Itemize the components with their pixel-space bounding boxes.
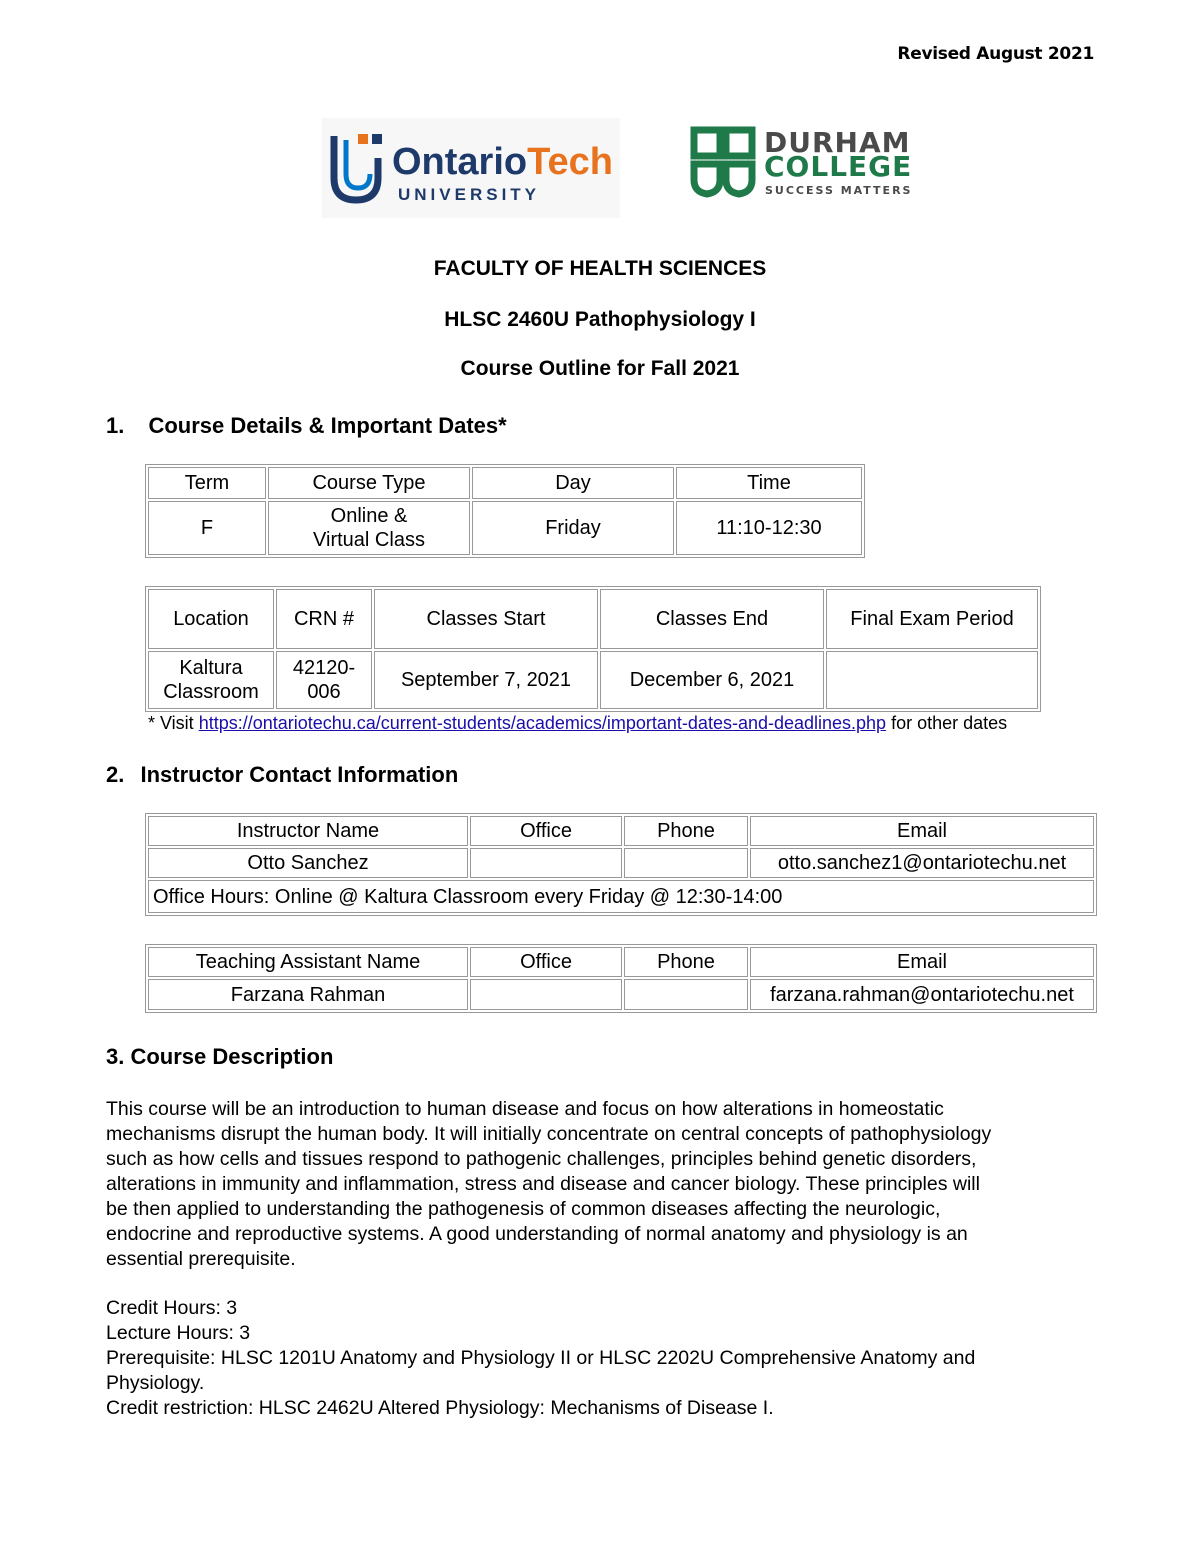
header-location: Location: [148, 589, 274, 649]
ontario-sub: UNIVERSITY: [398, 185, 541, 204]
ta-row: [148, 979, 1094, 1010]
cell-instructor-office: [470, 848, 622, 878]
description-line: This course will be an introduction to human disease and focus on how alterations in homeostatic: [106, 1098, 944, 1120]
section1-heading: [106, 413, 507, 439]
course-description: [106, 1097, 1106, 1272]
section1-number: 1.: [106, 413, 125, 438]
cell-instructor-phone: [624, 848, 748, 878]
prerequisite-line: Prerequisite: HLSC 1201U Anatomy and Physiology II or HLSC 2202U Comprehensive Anatomy and: [106, 1347, 976, 1369]
credit-hours: Credit Hours: 3: [106, 1297, 238, 1319]
course-credits: [106, 1296, 1106, 1421]
header-final-exam: Final Exam Period: [826, 589, 1038, 649]
ontario-shield-block: [372, 134, 382, 144]
course-details-header-row: [148, 467, 862, 499]
section2-number: 2.: [106, 762, 125, 787]
cell-instructor-name: Otto Sanchez: [148, 848, 468, 878]
prerequisite-line: Physiology.: [106, 1372, 205, 1394]
cell-time: 11:10-12:30: [676, 501, 862, 555]
instructor-header-row: [148, 816, 1094, 846]
cell-term: F: [148, 501, 266, 555]
durham-shield-left: [694, 164, 720, 194]
course-details-table: [145, 464, 865, 558]
header-ta-phone: Phone: [624, 947, 748, 977]
cell-ta-name: Farzana Rahman: [148, 979, 468, 1010]
durham-college-logo: [694, 126, 912, 197]
ta-table: [145, 944, 1097, 1013]
durham-line3: SUCCESS MATTERS: [765, 184, 912, 197]
cell-classes-start: September 7, 2021: [374, 651, 598, 709]
instructor-row: [148, 848, 1094, 878]
header-office: Office: [470, 816, 622, 846]
section3-heading: 3. Course Description: [106, 1044, 334, 1069]
course-title: HLSC 2460U Pathophysiology I: [444, 308, 756, 331]
header-term: Term: [148, 467, 266, 499]
important-dates-link[interactable]: https://ontariotechu.ca/current-students/academics/important-dates-and-deadlines.php: [198, 713, 887, 733]
header-ta-name: Teaching Assistant Name: [148, 947, 468, 977]
cell-office-hours: Office Hours: Online @ Kaltura Classroom every Friday @ 12:30-14:00: [148, 880, 1094, 913]
durham-square-1: [694, 130, 720, 156]
course-dates-table: [145, 586, 1041, 712]
revised-date: Revised August 2021: [897, 44, 1094, 64]
logos: [322, 118, 912, 218]
header-ta-email: Email: [750, 947, 1094, 977]
credit-restriction: Credit restriction: HLSC 2462U Altered Physiology: Mechanisms of Disease I.: [106, 1397, 774, 1419]
cell-final-exam: [826, 651, 1038, 709]
instructor-table: [145, 813, 1097, 916]
durham-square-2: [726, 130, 752, 156]
ontario-shield-accent: [358, 134, 368, 144]
section2-title: Instructor Contact Information: [140, 762, 459, 787]
header-phone: Phone: [624, 816, 748, 846]
ontario-name: OntarioTech: [392, 141, 613, 183]
section2-heading: [106, 762, 458, 788]
cell-instructor-email: otto.sanchez1@ontariotechu.net: [750, 848, 1094, 878]
header-day: Day: [472, 467, 674, 499]
durham-line1: DURHAM: [764, 126, 911, 159]
cell-crn: 42120- 006: [276, 651, 372, 709]
course-dates-header-row: [148, 589, 1038, 649]
cell-classes-end: December 6, 2021: [600, 651, 824, 709]
header-time: Time: [676, 467, 862, 499]
lecture-hours: Lecture Hours: 3: [106, 1322, 251, 1344]
description-line: such as how cells and tissues respond to pathogenic challenges, principles behind genetic disorders,: [106, 1148, 977, 1170]
cell-ta-phone: [624, 979, 748, 1010]
ta-header-row: [148, 947, 1094, 977]
faculty-title: FACULTY OF HEALTH SCIENCES: [433, 257, 767, 280]
header-ta-office: Office: [470, 947, 622, 977]
description-line: be then applied to understanding the pathogenesis of common diseases affecting the neurologic,: [106, 1198, 941, 1220]
header-course-type: Course Type: [268, 467, 470, 499]
durham-line2: COLLEGE: [764, 150, 912, 183]
header-crn: CRN #: [276, 589, 372, 649]
course-dates-row: [148, 651, 1038, 709]
description-line: endocrine and reproductive systems. A good understanding of normal anatomy and physiology is an: [106, 1223, 968, 1245]
header-email: Email: [750, 816, 1094, 846]
cell-day: Friday: [472, 501, 674, 555]
header-classes-end: Classes End: [600, 589, 824, 649]
section1-title: Course Details & Important Dates*: [148, 413, 507, 438]
durham-shield-right: [726, 164, 752, 194]
cell-ta-office: [470, 979, 622, 1010]
dates-note: * Visit https://ontariotechu.ca/current-students/academics/important-dates-and-deadlines.php for other dates: [148, 713, 1008, 733]
cell-ta-email: farzana.rahman@ontariotechu.net: [750, 979, 1094, 1010]
outline-title: Course Outline for Fall 2021: [460, 357, 740, 380]
cell-location: Kaltura Classroom: [148, 651, 274, 709]
header-instructor-name: Instructor Name: [148, 816, 468, 846]
office-hours-row: [148, 880, 1094, 913]
header-classes-start: Classes Start: [374, 589, 598, 649]
description-line: mechanisms disrupt the human body. It will initially concentrate on central concepts of pathophysiology: [106, 1123, 992, 1145]
description-line: essential prerequisite.: [106, 1248, 296, 1270]
cell-course-type: Online & Virtual Class: [268, 501, 470, 555]
description-line: alterations in immunity and inflammation, stress and disease and cancer biology. These principles will: [106, 1173, 980, 1195]
course-details-row: [148, 501, 862, 555]
